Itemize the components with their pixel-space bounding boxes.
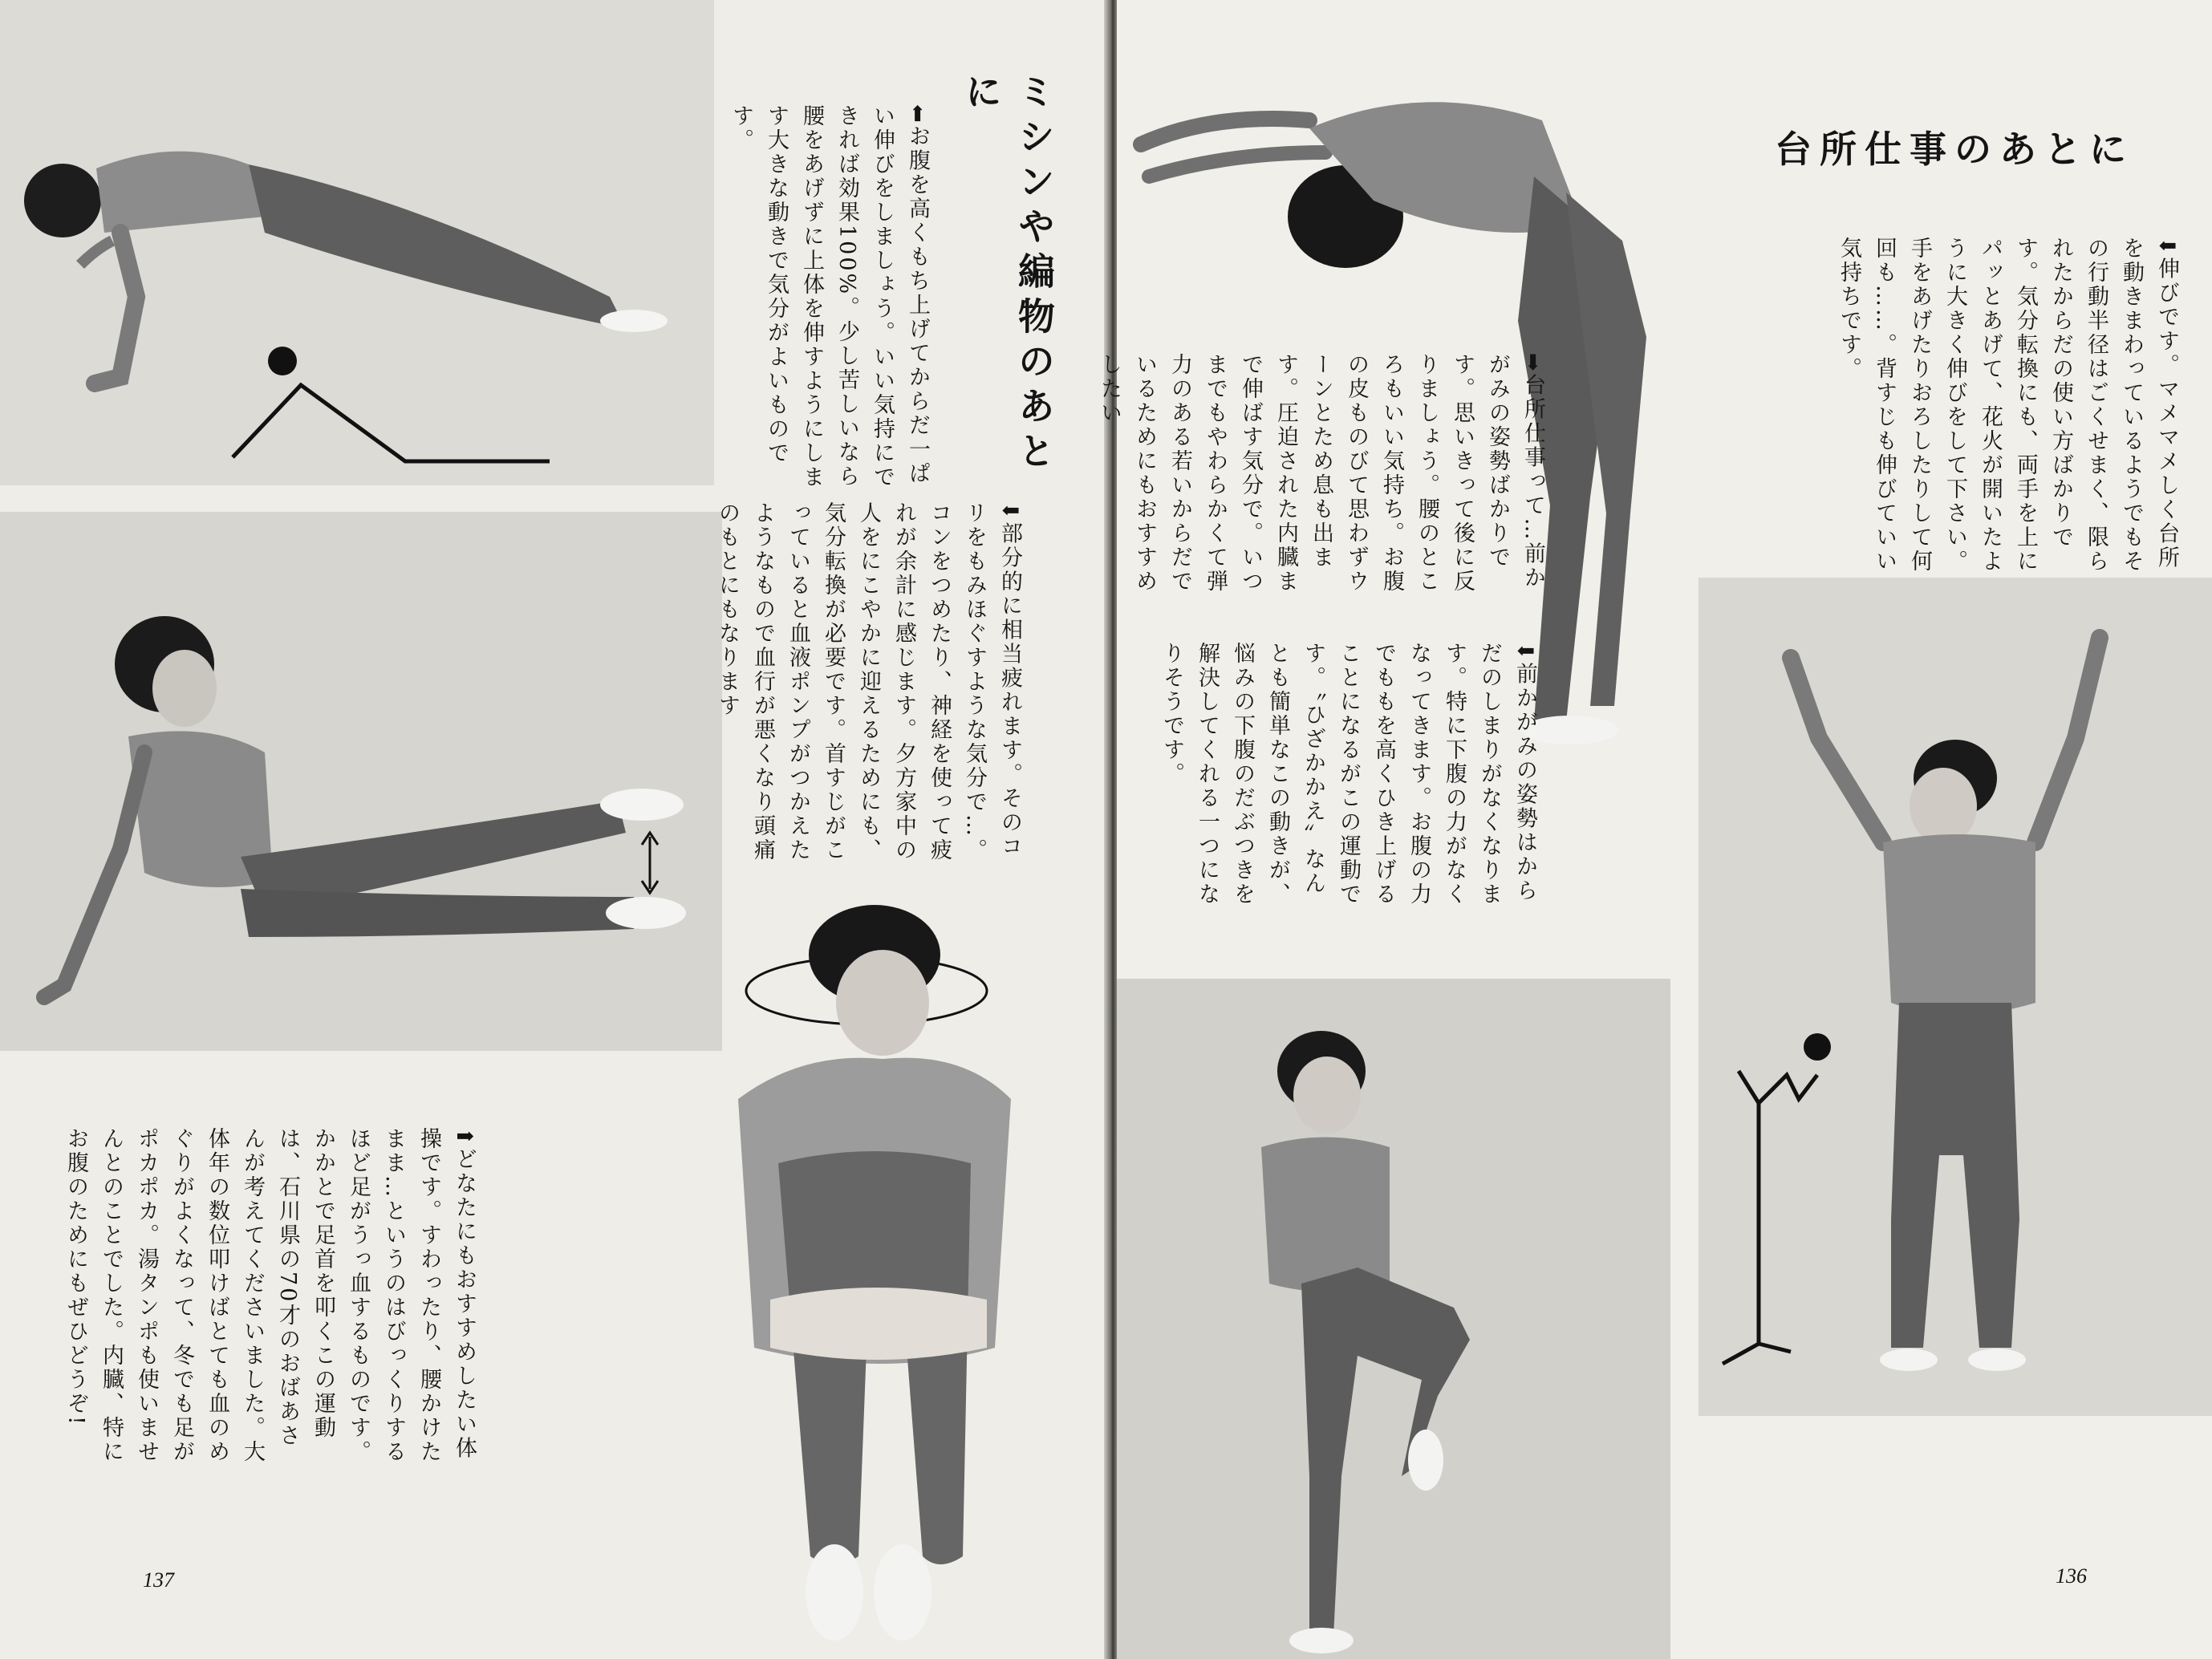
right-title: 台所仕事のあとに xyxy=(1775,128,2134,171)
left-title: ミシンや編物のあとに xyxy=(960,72,1056,477)
reverse-plank-figure xyxy=(0,0,714,485)
reverse-plank-photo xyxy=(0,0,714,485)
seated-leg-raise-figure xyxy=(0,512,722,1051)
right-page xyxy=(1097,0,2212,1659)
arms-raised-figure xyxy=(1699,578,2212,1416)
right-paragraph-2: ➡台所仕事って…前かがみの姿勢ばかりです。思いきって後に反りましょう。腰のところもいい気持ち。お腹の皮ものびて思わずウーンとため息も出ます。圧迫された内臓まで伸ばす気分で。いつまでもやわらかくて弾力のある若いからだでいるためにもおすすめしたい xyxy=(1097,353,1545,594)
leg-raise-photo xyxy=(0,512,722,1051)
head-roll-photo xyxy=(722,898,1027,1633)
hugging-knees-figure xyxy=(722,898,1027,1633)
right-paragraph-1: ⬇伸びです。マメマメしく台所を動きまわっているようでもその行動半径はごくせまく、限られたからだの使い方ばかりです。気分転換にも、両手を上にパッとあげて、花火が開いたように大きく伸びをして下さい。手をあげたりおろしたりして何回も……。背すじも伸びていい気持ちです。 xyxy=(1837,237,2179,574)
knee-lift-figure xyxy=(1117,979,1670,1659)
right-page-number: 136 xyxy=(2056,1564,2087,1588)
left-page-number: 137 xyxy=(143,1568,174,1592)
knee-lift-photo xyxy=(1117,979,1670,1659)
left-paragraph-2: ⬇部分的に相当疲れます。そのコリをもみほぐすような気分で…。コンをつめたり、神経を使って疲れが余計に感じます。夕方家中の人をにこやかに迎えるためにも、気分転換が必要です。首すじがこっていると血液ポンプがつかえたようなもので血行が悪くなり頭痛のもとにもなります xyxy=(715,501,1022,862)
left-paragraph-3: ⬆どなたにもおすすめしたい体操です。すわったり、腰かけたまま…というのはびっくりするほど足がうっ血するものです。かかとで足首を叩くこの運動は、石川県の70才のおばあさんが考えてくださいました。大体年の数位叩けばとても血のめぐりがよくなって、冬でも足がポカポカ。湯タンポも使いませんとのことでした。内臓、特にお腹のためにもぜひどうぞ! xyxy=(63,1127,477,1464)
left-paragraph-1: ⬅お腹を高くもち上げてからだ一ぱい伸びをしましょう。いい気持にできれば効果100%。少し苦しいなら腰をあげずに上体を伸すようにします大きな動きで気分がよいものです。 xyxy=(729,104,930,489)
arms-raised-photo xyxy=(1699,578,2212,1416)
right-paragraph-3: ⬇前かがみの姿勢はからだのしまりがなくなります。特に下腹の力がなくなってきます。お腹の力でももを高くひき上げることになるがこの運動です。〝ひざかかえ〟なんとも簡単なこの動きが、悩みの下腹のだぶつきを解決してくれる一つになりそうです。 xyxy=(1159,642,1537,907)
